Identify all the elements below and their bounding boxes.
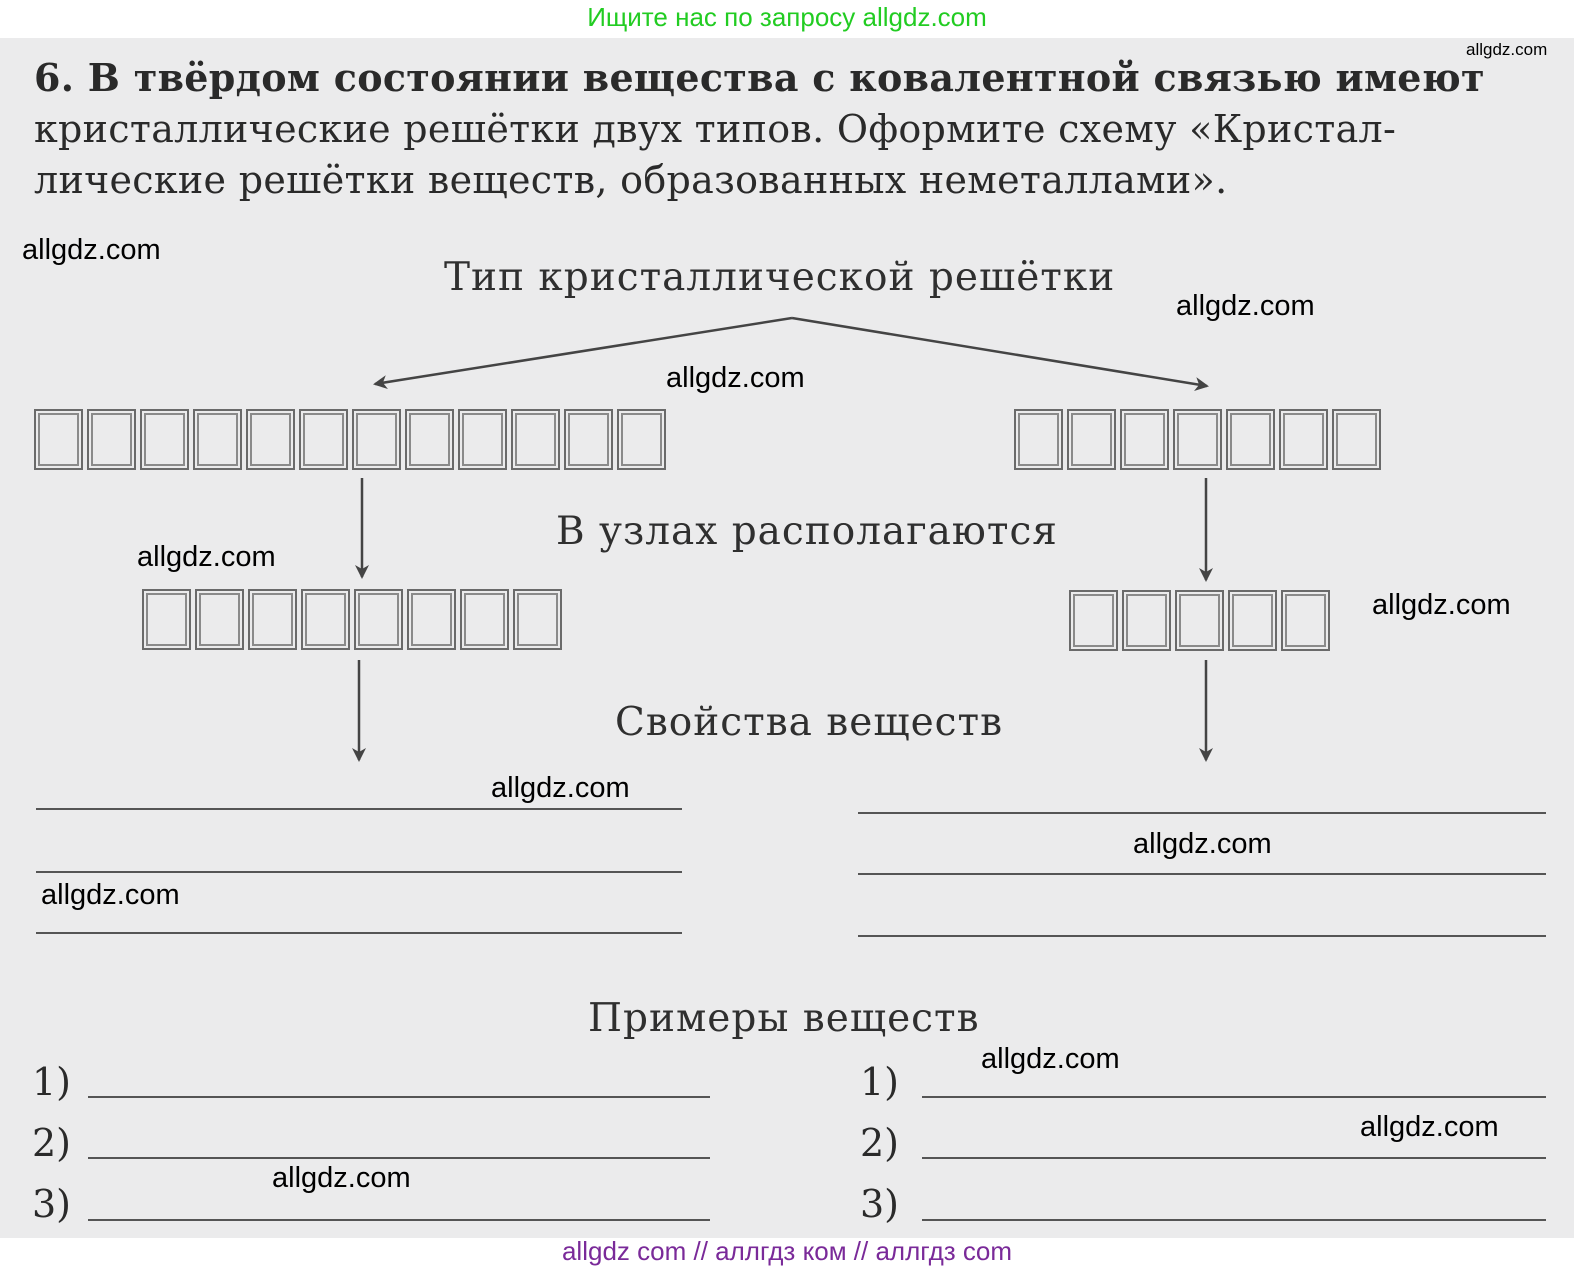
answer-cell[interactable]	[1069, 590, 1118, 651]
task-line-1-text: 6. В твёрдом состоянии вещества с ковалентной связью имеют	[34, 55, 1485, 100]
answer-cell[interactable]	[140, 409, 189, 470]
watermark: allgdz.com	[981, 1043, 1120, 1075]
example-line-right-1[interactable]	[922, 1096, 1546, 1098]
answer-cell[interactable]	[460, 589, 509, 650]
cells-left-type[interactable]	[34, 409, 666, 470]
cells-right-type[interactable]	[1014, 409, 1381, 470]
example-number-right-2: 2)	[860, 1121, 900, 1165]
answer-cell[interactable]	[1228, 590, 1277, 651]
heading-properties: Свойства веществ	[615, 700, 1004, 745]
watermark: allgdz.com	[491, 772, 630, 804]
example-line-right-3[interactable]	[922, 1219, 1546, 1221]
heading-lattice-type: Тип кристаллической решётки	[444, 255, 1116, 300]
answer-cell[interactable]	[352, 409, 401, 470]
watermark: allgdz.com	[666, 362, 805, 394]
cells-right-nodes[interactable]	[1069, 590, 1330, 651]
answer-cell[interactable]	[407, 589, 456, 650]
bottom-banner[interactable]: allgdz com // аллгдз ком // аллгдз com	[561, 1236, 1013, 1266]
answer-cell[interactable]	[1120, 409, 1169, 470]
answer-cell[interactable]	[513, 589, 562, 650]
example-number-left-3: 3)	[32, 1182, 72, 1226]
example-number-right-1: 1)	[860, 1060, 900, 1104]
answer-cell[interactable]	[405, 409, 454, 470]
cells-left-nodes[interactable]	[142, 589, 562, 650]
watermark: allgdz.com	[1133, 828, 1272, 860]
answer-cell[interactable]	[564, 409, 613, 470]
answer-cell[interactable]	[34, 409, 83, 470]
answer-cell[interactable]	[511, 409, 560, 470]
task-line-3: лические решётки веществ, образованных неметаллами».	[34, 158, 1228, 202]
answer-cell[interactable]	[1122, 590, 1171, 651]
answer-cell[interactable]	[1279, 409, 1328, 470]
answer-cell[interactable]	[1281, 590, 1330, 651]
property-line-right-3[interactable]	[858, 935, 1546, 937]
answer-cell[interactable]	[354, 589, 403, 650]
answer-cell[interactable]	[1226, 409, 1275, 470]
property-line-right-1[interactable]	[858, 812, 1546, 814]
answer-cell[interactable]	[193, 409, 242, 470]
watermark: allgdz.com	[137, 541, 276, 573]
property-line-left-1[interactable]	[36, 808, 682, 810]
watermark: allgdz.com	[1176, 290, 1315, 322]
example-line-left-1[interactable]	[88, 1096, 710, 1098]
watermark-corner: allgdz.com	[1466, 40, 1548, 59]
watermark: allgdz.com	[1372, 589, 1511, 621]
answer-cell[interactable]	[195, 589, 244, 650]
example-line-right-2[interactable]	[922, 1157, 1546, 1159]
answer-cell[interactable]	[458, 409, 507, 470]
property-line-left-2[interactable]	[36, 871, 682, 873]
answer-cell[interactable]	[301, 589, 350, 650]
task-line-2: кристаллические решётки двух типов. Оформите схему «Кристал-	[34, 107, 1397, 151]
heading-nodes: В узлах располагаются	[556, 509, 1058, 554]
example-number-left-2: 2)	[32, 1121, 72, 1165]
answer-cell[interactable]	[1014, 409, 1063, 470]
example-number-right-3: 3)	[860, 1182, 900, 1226]
watermark: allgdz.com	[41, 879, 180, 911]
answer-cell[interactable]	[246, 409, 295, 470]
watermark: allgdz.com	[1360, 1111, 1499, 1143]
heading-examples: Примеры веществ	[588, 996, 980, 1041]
property-line-right-2[interactable]	[858, 873, 1546, 875]
answer-cell[interactable]	[1175, 590, 1224, 651]
answer-cell[interactable]	[617, 409, 666, 470]
watermark: allgdz.com	[272, 1162, 411, 1194]
answer-cell[interactable]	[1332, 409, 1381, 470]
answer-cell[interactable]	[142, 589, 191, 650]
property-line-left-3[interactable]	[36, 932, 682, 934]
top-banner[interactable]: Ищите нас по запросу allgdz.com	[587, 2, 987, 32]
answer-cell[interactable]	[299, 409, 348, 470]
example-line-left-2[interactable]	[88, 1157, 710, 1159]
answer-cell[interactable]	[1067, 409, 1116, 470]
example-number-left-1: 1)	[32, 1060, 72, 1104]
arrow-type-right	[792, 318, 1207, 386]
answer-cell[interactable]	[1173, 409, 1222, 470]
watermark: allgdz.com	[22, 234, 161, 266]
answer-cell[interactable]	[248, 589, 297, 650]
answer-cell[interactable]	[87, 409, 136, 470]
example-line-left-3[interactable]	[88, 1219, 710, 1221]
